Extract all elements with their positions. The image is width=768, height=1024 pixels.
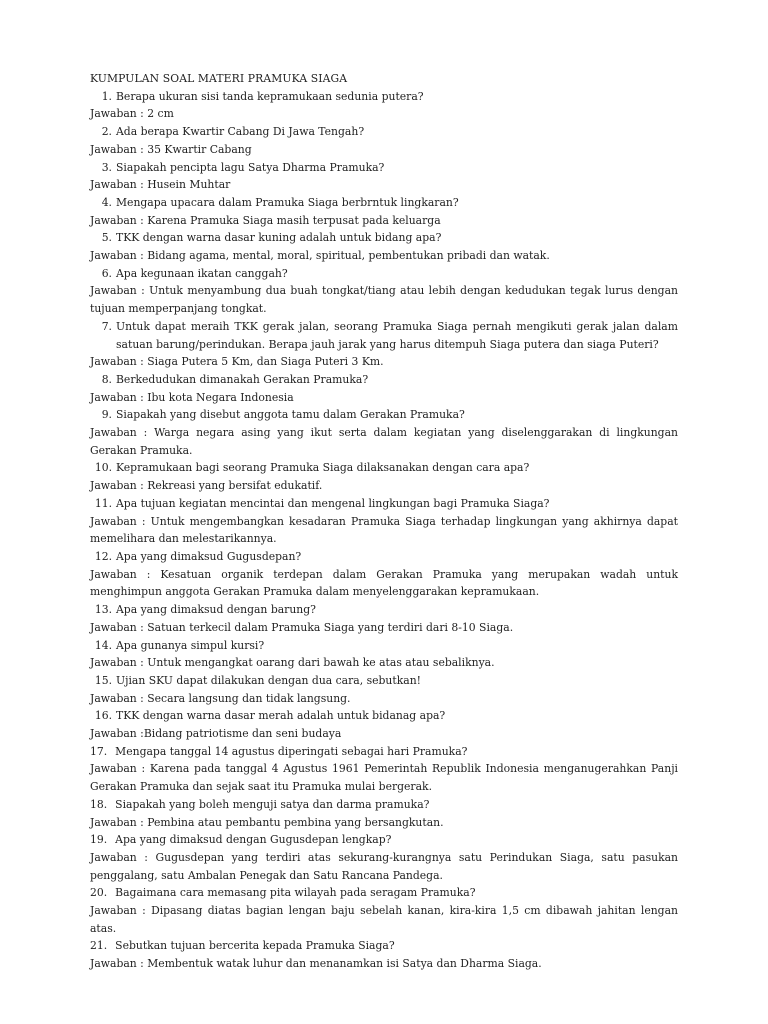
qa-item [90,707,678,742]
qa-item [90,123,678,158]
question-number: 19. [90,833,108,847]
document-title: KUMPULAN SOAL MATERI PRAMUKA SIAGA [90,72,348,85]
answer: Jawaban : Satuan terkecil dalam Pramuka Siaga yang terdiri dari 8-10 Siaga. [90,620,514,634]
question-text: Berkedudukan dimanakah Gerakan Pramuka? [116,372,369,386]
question [90,796,678,814]
question [90,937,678,955]
question [90,601,678,619]
question-text: Untuk dapat meraih TKK gerak jalan, seorang Pramuka Siaga pernah mengikuti gerak jalan dalam satuan barung/perindukan. Berapa jauh jarak yang harus ditempuh Siaga putera dan siaga Puteri? [116,319,678,351]
question-number: 15. [94,673,112,687]
answer: Jawaban : Untuk menyambung dua buah tongkat/tiang atau lebih dengan kedudukan tegak lurus dengan tujuan memperpanjang tongkat. [90,284,678,316]
qa-list [90,88,678,973]
answer: Jawaban : Membentuk watak luhur dan menanamkan isi Satya dan Dharma Siaga. [90,957,542,971]
question [90,88,678,106]
qa-item [90,459,678,494]
answer: Jawaban : Untuk mengembangkan kesadaran Pramuka Siaga terhadap lingkungan yang akhirnya dapat memelihara dan melestarikannya. [90,514,678,546]
question [90,743,678,761]
answer: Jawaban : Karena pada tanggal 4 Agustus 1961 Pemerintah Republik Indonesia menganugerahkan Panji Gerakan Pramuka dan sejak saat itu Pramuka mulai bergerak. [90,762,678,794]
question-number: 8. [101,372,112,386]
question-text: TKK dengan warna dasar kuning adalah untuk bidang apa? [116,231,442,245]
question [90,123,678,141]
answer: Jawaban : 35 Kwartir Cabang [90,142,252,156]
question-text: Mengapa tanggal 14 agustus diperingati sebagai hari Pramuka? [115,744,468,758]
question-text: Apa yang dimaksud Gugusdepan? [116,549,302,563]
qa-item [90,194,678,229]
answer: Jawaban : Secara langsung dan tidak langsung. [90,691,351,705]
question [90,406,678,424]
qa-item [90,88,678,123]
answer: Jawaban :Bidang patriotisme dan seni budaya [90,727,342,741]
qa-item [90,406,678,459]
question-number: 10. [94,461,112,475]
question-text: TKK dengan warna dasar merah adalah untuk bidanag apa? [116,709,446,723]
qa-item [90,637,678,672]
question [90,707,678,725]
question-text: Apa tujuan kegiatan mencintai dan mengenal lingkungan bagi Pramuka Siaga? [116,496,550,510]
qa-item [90,672,678,707]
qa-item [90,265,678,318]
question [90,318,678,353]
qa-item [90,601,678,636]
answer: Jawaban : Pembina atau pembantu pembina yang bersangkutan. [90,815,444,829]
qa-item [90,548,678,601]
question-number: 3. [101,160,112,174]
qa-item [90,495,678,548]
answer: Jawaban : Rekreasi yang bersifat edukatif. [90,479,323,493]
question-number: 14. [94,638,112,652]
question [90,831,678,849]
question-number: 9. [101,408,112,422]
question-number: 20. [90,886,108,900]
qa-item [90,831,678,884]
question-number: 13. [94,603,112,617]
question-number: 18. [90,797,108,811]
question [90,672,678,690]
answer: Jawaban : Kesatuan organik terdepan dalam Gerakan Pramuka yang merupakan wadah untuk menghimpun anggota Gerakan Pramuka dalam menyelenggarakan kepramukaan. [90,567,678,599]
qa-item [90,743,678,796]
answer: Jawaban : Warga negara asing yang ikut serta dalam kegiatan yang diselenggarakan di lingkungan Gerakan Pramuka. [90,426,678,457]
question [90,229,678,247]
question-text: Ujian SKU dapat dilakukan dengan dua cara, sebutkan! [116,673,421,687]
question-text: Kepramukaan bagi seorang Pramuka Siaga dilaksanakan dengan cara apa? [116,461,530,475]
question [90,884,678,902]
question [90,495,678,513]
question [90,159,678,177]
qa-item [90,884,678,937]
question-text: Apa yang dimaksud dengan Gugusdepan lengkap? [115,833,392,847]
qa-item [90,371,678,406]
question-text: Bagaimana cara memasang pita wilayah pada seragam Pramuka? [115,886,476,900]
qa-item [90,318,678,371]
question-text: Apa gunanya simpul kursi? [116,638,265,652]
question [90,637,678,655]
question-text: Mengapa upacara dalam Pramuka Siaga berbrntuk lingkaran? [116,195,459,209]
question-number: 17. [90,744,108,758]
question [90,548,678,566]
question-text: Ada berapa Kwartir Cabang Di Jawa Tengah? [116,125,365,139]
answer: Jawaban : Husein Muhtar [90,178,231,192]
document-page [90,70,678,973]
question-text: Sebutkan tujuan bercerita kepada Pramuka Siaga? [115,939,395,953]
question-number: 11. [94,496,112,510]
answer: Jawaban : Karena Pramuka Siaga masih terpusat pada keluarga [90,213,441,227]
question [90,265,678,283]
question-text: Siapakah pencipta lagu Satya Dharma Pramuka? [116,160,385,174]
answer: Jawaban : Gugusdepan yang terdiri atas sekurang-kurangnya satu Perindukan Siaga, satu pasukan penggalang, satu Ambalan Penegak dan Satu Rancana Pandega. [90,850,678,882]
answer: Jawaban : Siaga Putera 5 Km, dan Siaga Puteri 3 Km. [90,355,384,369]
answer: Jawaban : Untuk mengangkat oarang dari bawah ke atas atau sebaliknya. [90,656,495,670]
question [90,459,678,477]
question [90,194,678,212]
question-number: 12. [94,549,112,563]
question-number: 21. [90,939,108,953]
question-text: Apa kegunaan ikatan canggah? [116,266,288,280]
question-number: 2. [101,125,112,139]
qa-item [90,796,678,831]
answer: Jawaban : Dipasang diatas bagian lengan baju sebelah kanan, kira-kira 1,5 cm dibawah jahitan lengan atas. [90,904,678,935]
question-number: 6. [101,266,112,280]
question-number: 5. [101,231,112,245]
qa-item [90,937,678,972]
qa-item [90,159,678,194]
answer: Jawaban : Ibu kota Negara Indonesia [90,390,294,404]
question-number: 16. [94,709,112,723]
question-text: Apa yang dimaksud dengan barung? [116,603,316,617]
question-number: 4. [101,195,112,209]
question-number: 7. [101,319,112,333]
question-text: Siapakah yang boleh menguji satya dan darma pramuka? [115,797,430,811]
answer: Jawaban : Bidang agama, mental, moral, spiritual, pembentukan pribadi dan watak. [90,249,550,263]
qa-item [90,229,678,264]
question-text: Berapa ukuran sisi tanda kepramukaan sedunia putera? [116,89,424,103]
question [90,371,678,389]
question-text: Siapakah yang disebut anggota tamu dalam Gerakan Pramuka? [116,408,465,422]
question-number: 1. [101,89,112,103]
answer: Jawaban : 2 cm [90,107,174,121]
